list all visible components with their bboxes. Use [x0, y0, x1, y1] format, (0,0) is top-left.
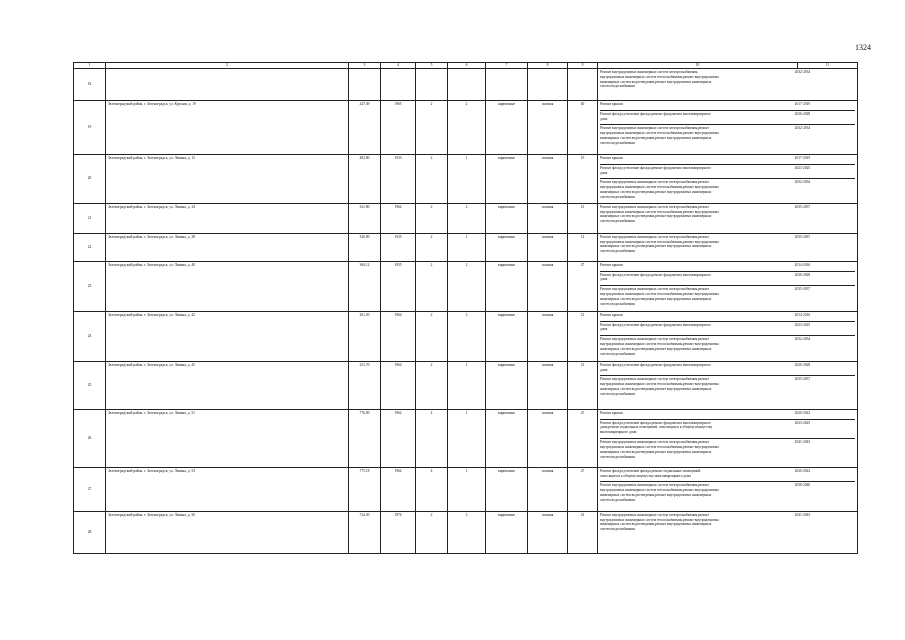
- address-cell: Зеленоградский район, г. Зеленоградск, ул. Ленина, д. 38: [106, 233, 349, 261]
- work-description-line: внутридомовых инженерных систем теплоснабжения,ремонт внутридомовых: [600, 444, 720, 449]
- column-number: 6: [448, 63, 486, 69]
- year-cell: [381, 68, 416, 100]
- work-description-line: Ремонт внутридомовых инженерных систем электроснабжения,ремонт: [600, 234, 709, 239]
- work-period: 2041-2043: [794, 512, 811, 517]
- work-description: [600, 70, 795, 89]
- work-description: [600, 102, 795, 107]
- housing-register-table: [73, 62, 858, 554]
- work-description-line: Ремонт внутридомовых инженерных систем электроснабжения,ремонт: [600, 512, 709, 517]
- work-item: [600, 101, 855, 110]
- address-cell: [106, 68, 349, 100]
- work-item: [600, 110, 855, 125]
- table-body: [74, 68, 858, 553]
- works-cell: [598, 311, 858, 361]
- row-number: 27: [74, 467, 106, 511]
- work-description-line: Ремонт фасада,утепление фасада,ремонт фундамента многоквартирного: [600, 272, 711, 277]
- work-period: 2032-2034: [794, 337, 811, 342]
- work-description-line: внутридомовых инженерных систем теплоснабжения,ремонт внутридомовых: [600, 185, 720, 190]
- work-description-line: Ремонт фасада,утепление фасада,ремонт фундамента многоквартирного: [600, 362, 711, 367]
- works-cell: [598, 68, 858, 100]
- row-number: 20: [74, 154, 106, 203]
- roof-type-cell: скатная: [528, 311, 568, 361]
- work-period: 2014-2016: [794, 262, 811, 267]
- works-cell: [598, 154, 858, 203]
- work-description-line: инженерных систем водоотведения,ремонт внутридомовых инженерных: [600, 296, 712, 301]
- entrances-cell: 2: [448, 100, 486, 154]
- work-period: 2023-2025: [794, 322, 811, 327]
- work-description-line: систем водоснабжения: [600, 249, 635, 254]
- work-description-line: инженерных систем водоотведения,ремонт внутридомовых инженерных: [600, 493, 712, 498]
- work-description: [600, 337, 795, 356]
- table-row: [74, 409, 858, 467]
- row-number: 24: [74, 311, 106, 361]
- work-period: 2017-2019: [794, 155, 811, 160]
- work-description-line: дома: [600, 277, 608, 282]
- apartments-cell: [568, 68, 598, 100]
- work-description-line: внутридомовых инженерных систем теплоснабжения,ремонт внутридомовых: [600, 342, 720, 347]
- table-row: [74, 511, 858, 553]
- wall-material-cell: [486, 68, 528, 100]
- work-item: [600, 69, 855, 92]
- year-cell: 1935: [381, 233, 416, 261]
- table-row: [74, 261, 858, 311]
- work-description-line: Ремонт фасада,утепление фасада,ремонт фундамента многоквартирного: [600, 165, 711, 170]
- work-description-line: систем водоснабжения: [600, 140, 635, 145]
- work-description: [600, 513, 795, 532]
- floors-cell: 2: [416, 154, 448, 203]
- year-cell: 1976: [381, 511, 416, 553]
- entrances-cell: 2: [448, 311, 486, 361]
- wall-material-cell: кирпичные: [486, 511, 528, 553]
- work-description-line: инженерных систем водоотведения,ремонт внутридомовых инженерных: [600, 346, 712, 351]
- work-description-line: Ремонт крыши: [600, 312, 623, 317]
- works-cell: [598, 261, 858, 311]
- page-number: 1324: [855, 43, 871, 52]
- table-row: [74, 311, 858, 361]
- apartments-cell: 27: [568, 261, 598, 311]
- area-cell: 231,70: [349, 361, 381, 409]
- row-number: 22: [74, 233, 106, 261]
- area-cell: 320,90: [349, 233, 381, 261]
- work-item: [600, 204, 855, 227]
- work-description: [600, 411, 795, 416]
- floors-cell: 2: [416, 100, 448, 154]
- floors-cell: 2: [416, 203, 448, 233]
- work-description: [600, 112, 795, 122]
- work-description-line: многоквартирного дома: [600, 430, 637, 435]
- wall-material-cell: кирпичные: [486, 154, 528, 203]
- address-cell: Зеленоградский район, г. Зеленоградск, ул. Ленина, д. 56: [106, 511, 349, 553]
- column-number: 7: [486, 63, 528, 69]
- work-description-line: внутридомовых инженерных систем теплоснабжения,ремонт внутридомовых: [600, 209, 720, 214]
- work-description: [600, 421, 795, 436]
- floors-cell: 4: [416, 467, 448, 511]
- address-cell: Зеленоградский район, г. Зеленоградск, ул. Ленина, д. 51: [106, 409, 349, 467]
- work-item: [600, 178, 855, 202]
- address-cell: Зеленоградский район, г. Зеленоградск, ул. Ленина, д. 53: [106, 467, 349, 511]
- work-description: [600, 205, 795, 224]
- work-period: 2035-2037: [794, 204, 811, 209]
- work-description-line: Ремонт крыши: [600, 101, 623, 106]
- work-period: 2026-2028: [794, 362, 811, 367]
- work-description-line: систем водоснабжения: [600, 301, 635, 306]
- wall-material-cell: кирпичные: [486, 100, 528, 154]
- work-description: [600, 263, 795, 268]
- work-description-line: Ремонт внутридомовых инженерных систем электроснабжения,ремонт: [600, 483, 709, 488]
- entrances-cell: 1: [448, 409, 486, 467]
- row-number: 26: [74, 409, 106, 467]
- work-description: [600, 469, 795, 479]
- roof-type-cell: скатная: [528, 154, 568, 203]
- work-period: 2035-2037: [794, 377, 811, 382]
- entrances-cell: 1: [448, 154, 486, 203]
- apartments-cell: 21: [568, 311, 598, 361]
- work-description: [600, 363, 795, 373]
- floors-cell: 2: [416, 233, 448, 261]
- work-item: [600, 312, 855, 321]
- work-period: 2014-2016: [794, 312, 811, 317]
- address-cell: Зеленоградский район, г. Зеленоградск, ул. Ленина, д. 34: [106, 203, 349, 233]
- works-cell: [598, 233, 858, 261]
- entrances-cell: 1: [448, 233, 486, 261]
- work-period: 2017-2019: [794, 101, 811, 106]
- works-cell: [598, 511, 858, 553]
- roof-type-cell: [528, 68, 568, 100]
- row-number: 18: [74, 68, 106, 100]
- entrances-cell: [448, 68, 486, 100]
- column-number: 3: [349, 63, 381, 69]
- apartments-cell: 12: [568, 233, 598, 261]
- floors-cell: 4: [416, 409, 448, 467]
- work-period: 2035-2037: [794, 287, 811, 292]
- year-cell: 1962: [381, 203, 416, 233]
- area-cell: 341,80: [349, 203, 381, 233]
- work-description-line: дома,ремонт подвальных помещений, относящихся к общему имуществу: [600, 425, 713, 430]
- work-description-line: систем водоснабжения: [600, 527, 635, 532]
- work-description-line: дома: [600, 116, 608, 121]
- roof-type-cell: скатная: [528, 409, 568, 467]
- work-item: [600, 262, 855, 271]
- roof-type-cell: скатная: [528, 203, 568, 233]
- work-item: [600, 285, 855, 309]
- column-number: 10: [598, 63, 798, 69]
- work-description-line: Ремонт крыши: [600, 262, 623, 267]
- work-description-line: внутридомовых инженерных систем теплоснабжения,ремонт внутридомовых: [600, 239, 720, 244]
- area-cell: 724,30: [349, 511, 381, 553]
- wall-material-cell: кирпичные: [486, 467, 528, 511]
- work-description-line: дома: [600, 367, 608, 372]
- work-description-line: инженерных систем водоотведения,ремонт внутридомовых инженерных: [600, 190, 712, 195]
- roof-type-cell: скатная: [528, 100, 568, 154]
- work-description-line: относящихся к общему имуществу многоквартирного дома: [600, 473, 691, 478]
- address-cell: Зеленоградский район, г. Зеленоградск, ул. Ленина, д. 40: [106, 261, 349, 311]
- work-period: 2026-2028: [794, 272, 811, 277]
- work-description-line: систем водоснабжения: [600, 391, 635, 396]
- work-description-line: систем водоснабжения: [600, 194, 635, 199]
- work-description-line: Ремонт крыши: [600, 155, 623, 160]
- work-item: [600, 271, 855, 286]
- table-row: [74, 100, 858, 154]
- floors-cell: 2: [416, 311, 448, 361]
- address-cell: Зеленоградский район, г. Зеленоградск, ул. Ленина, д. 42: [106, 311, 349, 361]
- roof-type-cell: скатная: [528, 511, 568, 553]
- works-cell: [598, 100, 858, 154]
- work-description-line: Ремонт внутридомовых инженерных систем электроснабжения,ремонт: [600, 204, 709, 209]
- work-description: [600, 287, 795, 306]
- row-number: 19: [74, 100, 106, 154]
- work-description: [600, 440, 795, 459]
- roof-type-cell: скатная: [528, 233, 568, 261]
- table-row: [74, 233, 858, 261]
- column-number: 11: [798, 63, 858, 69]
- table-row: [74, 467, 858, 511]
- roof-type-cell: скатная: [528, 467, 568, 511]
- apartments-cell: 40: [568, 100, 598, 154]
- work-item: [600, 438, 855, 462]
- address-cell: Зеленоградский район, г. Зеленоградск, ул. Ленина, д. 45: [106, 361, 349, 409]
- work-description-line: инженерных систем водоотведения,ремонт внутридомовых инженерных: [600, 522, 712, 527]
- wall-material-cell: кирпичные: [486, 203, 528, 233]
- roof-type-cell: скатная: [528, 261, 568, 311]
- work-description-line: систем водоснабжения: [600, 497, 635, 502]
- work-period: 2038-2040: [794, 483, 811, 488]
- apartments-cell: 21: [568, 203, 598, 233]
- work-item: [600, 155, 855, 164]
- work-description-line: Ремонт внутридомовых инженерных систем электроснабжения,ремонт: [600, 377, 709, 382]
- work-period: 2023-2025: [794, 165, 811, 170]
- work-description-line: систем водоснабжения: [600, 219, 635, 224]
- work-description-line: дома: [600, 170, 608, 175]
- work-item: [600, 124, 855, 148]
- row-number: 25: [74, 361, 106, 409]
- area-cell: 776,00: [349, 409, 381, 467]
- work-item: [600, 410, 855, 419]
- wall-material-cell: кирпичные: [486, 311, 528, 361]
- column-number: 4: [381, 63, 416, 69]
- work-description-line: инженерных систем водоотведения,ремонт внутридомовых инженерных: [600, 244, 712, 249]
- entrances-cell: 2: [448, 203, 486, 233]
- address-cell: Зеленоградский район, г. Зеленоградск, ул. Ленина, д. 12: [106, 154, 349, 203]
- work-description-line: Ремонт фасада,утепление фасада,ремонт фундамента многоквартирного: [600, 111, 711, 116]
- area-cell: 482,80: [349, 154, 381, 203]
- work-description-line: внутридомовых инженерных систем теплоснабжения,ремонт внутридомовых: [600, 131, 720, 136]
- work-description-line: внутридомовых инженерных систем теплоснабжения,ремонт внутридомовых: [600, 517, 720, 522]
- year-cell: 1965: [381, 100, 416, 154]
- work-description-line: Ремонт фасада,утепление фасада,ремонт подвальных помещений,: [600, 468, 702, 473]
- works-cell: [598, 203, 858, 233]
- year-cell: 1955: [381, 261, 416, 311]
- year-cell: 1964: [381, 361, 416, 409]
- work-description-line: Ремонт внутридомовых инженерных систем электроснабжения,ремонт: [600, 337, 709, 342]
- work-period: 2041-2043: [794, 440, 811, 445]
- table-row: [74, 68, 858, 100]
- work-period: 2020-2022: [794, 410, 811, 415]
- column-number: 9: [568, 63, 598, 69]
- work-item: [600, 512, 855, 535]
- works-cell: [598, 409, 858, 467]
- wall-material-cell: кирпичные: [486, 361, 528, 409]
- work-item: [600, 335, 855, 359]
- work-description-line: Ремонт фасада,утепление фасада,ремонт фундамента многоквартирного: [600, 420, 711, 425]
- work-description-line: Ремонт фасада,утепление фасада,ремонт фундамента многоквартирного: [600, 322, 711, 327]
- work-description: [600, 483, 795, 502]
- year-cell: 1964: [381, 311, 416, 361]
- row-number: 23: [74, 261, 106, 311]
- work-item: [600, 234, 855, 257]
- apartments-cell: 41: [568, 511, 598, 553]
- work-item: [600, 375, 855, 399]
- work-period: 2026-2028: [794, 111, 811, 116]
- area-cell: 775,18: [349, 467, 381, 511]
- area-cell: [349, 68, 381, 100]
- works-cell: [598, 467, 858, 511]
- work-description-line: Ремонт крыши: [600, 410, 623, 415]
- work-description: [600, 166, 795, 176]
- year-cell: 1962: [381, 467, 416, 511]
- table-row: [74, 203, 858, 233]
- work-description-line: систем водоснабжения: [600, 351, 635, 356]
- year-cell: 1962: [381, 409, 416, 467]
- work-description-line: систем водоснабжения: [600, 84, 635, 89]
- wall-material-cell: кирпичные: [486, 261, 528, 311]
- work-description: [600, 323, 795, 333]
- work-description-line: инженерных систем водоотведения,ремонт внутридомовых инженерных: [600, 449, 712, 454]
- row-number: 28: [74, 511, 106, 553]
- entrances-cell: 1: [448, 361, 486, 409]
- wall-material-cell: кирпичные: [486, 409, 528, 467]
- work-description-line: инженерных систем водоотведения,ремонт внутридомовых инженерных: [600, 136, 712, 141]
- work-description: [600, 377, 795, 396]
- year-cell: 1933: [381, 154, 416, 203]
- work-item: [600, 321, 855, 336]
- work-description: [600, 235, 795, 254]
- work-description-line: внутридомовых инженерных систем теплоснабжения,ремонт внутридомовых: [600, 74, 720, 79]
- address-cell: Зеленоградский район, г. Зеленоградск, ул. Курская, д. 19: [106, 100, 349, 154]
- area-cell: 247,49: [349, 100, 381, 154]
- entrances-cell: 1: [448, 467, 486, 511]
- wall-material-cell: кирпичные: [486, 233, 528, 261]
- apartments-cell: 47: [568, 467, 598, 511]
- work-description-line: дома: [600, 327, 608, 332]
- work-description-line: Ремонт внутридомовых инженерных систем электроснабжения,ремонт: [600, 180, 709, 185]
- work-period: 2023-2025: [794, 420, 811, 425]
- work-description-line: внутридомовых инженерных систем теплоснабжения,ремонт внутридомовых: [600, 292, 720, 297]
- work-period: 2032-2034: [794, 126, 811, 131]
- work-description-line: Ремонт внутридомовых инженерных систем электроснабжения,ремонт: [600, 287, 709, 292]
- work-description-line: инженерных систем водоотведения,ремонт внутридомовых инженерных: [600, 387, 712, 392]
- work-description-line: систем водоснабжения: [600, 454, 635, 459]
- column-number: 5: [416, 63, 448, 69]
- table-row: [74, 361, 858, 409]
- work-item: [600, 362, 855, 376]
- work-item: [600, 481, 855, 505]
- apartments-cell: 47: [568, 409, 598, 467]
- apartments-cell: 21: [568, 361, 598, 409]
- work-description-line: инженерных систем водоотведения,ремонт внутридомовых инженерных: [600, 214, 712, 219]
- work-description: [600, 156, 795, 161]
- floors-cell: [416, 68, 448, 100]
- work-description-line: инженерных систем водоотведения,ремонт внутридомовых инженерных: [600, 79, 712, 84]
- work-period: 2020-2022: [794, 468, 811, 473]
- apartments-cell: 19: [568, 154, 598, 203]
- entrances-cell: 2: [448, 511, 486, 553]
- work-description-line: внутридомовых инженерных систем теплоснабжения,ремонт внутридомовых: [600, 488, 720, 493]
- work-period: 2035-2037: [794, 234, 811, 239]
- floors-cell: 2: [416, 511, 448, 553]
- column-number: 2: [106, 63, 349, 69]
- floors-cell: 2: [416, 261, 448, 311]
- works-cell: [598, 361, 858, 409]
- column-number: 8: [528, 63, 568, 69]
- column-number: 1: [74, 63, 106, 69]
- roof-type-cell: скатная: [528, 361, 568, 409]
- work-description: [600, 273, 795, 283]
- work-description-line: внутридомовых инженерных систем теплоснабжения,ремонт внутридомовых: [600, 382, 720, 387]
- work-item: [600, 164, 855, 179]
- work-description-line: Ремонт внутридомовых инженерных систем электроснабжения,: [600, 69, 699, 74]
- area-cell: 360,12: [349, 261, 381, 311]
- row-number: 21: [74, 203, 106, 233]
- work-item: [600, 419, 855, 439]
- work-period: 2032-2034: [794, 69, 811, 74]
- work-period: 2032-2034: [794, 180, 811, 185]
- work-description: [600, 126, 795, 145]
- area-cell: 201,50: [349, 311, 381, 361]
- work-item: [600, 468, 855, 482]
- work-description-line: Ремонт внутридомовых инженерных систем электроснабжения,ремонт: [600, 126, 709, 131]
- work-description: [600, 180, 795, 199]
- floors-cell: 2: [416, 361, 448, 409]
- work-description-line: Ремонт внутридомовых инженерных систем электроснабжения,ремонт: [600, 440, 709, 445]
- entrances-cell: 2: [448, 261, 486, 311]
- work-description: [600, 313, 795, 318]
- table-row: [74, 154, 858, 203]
